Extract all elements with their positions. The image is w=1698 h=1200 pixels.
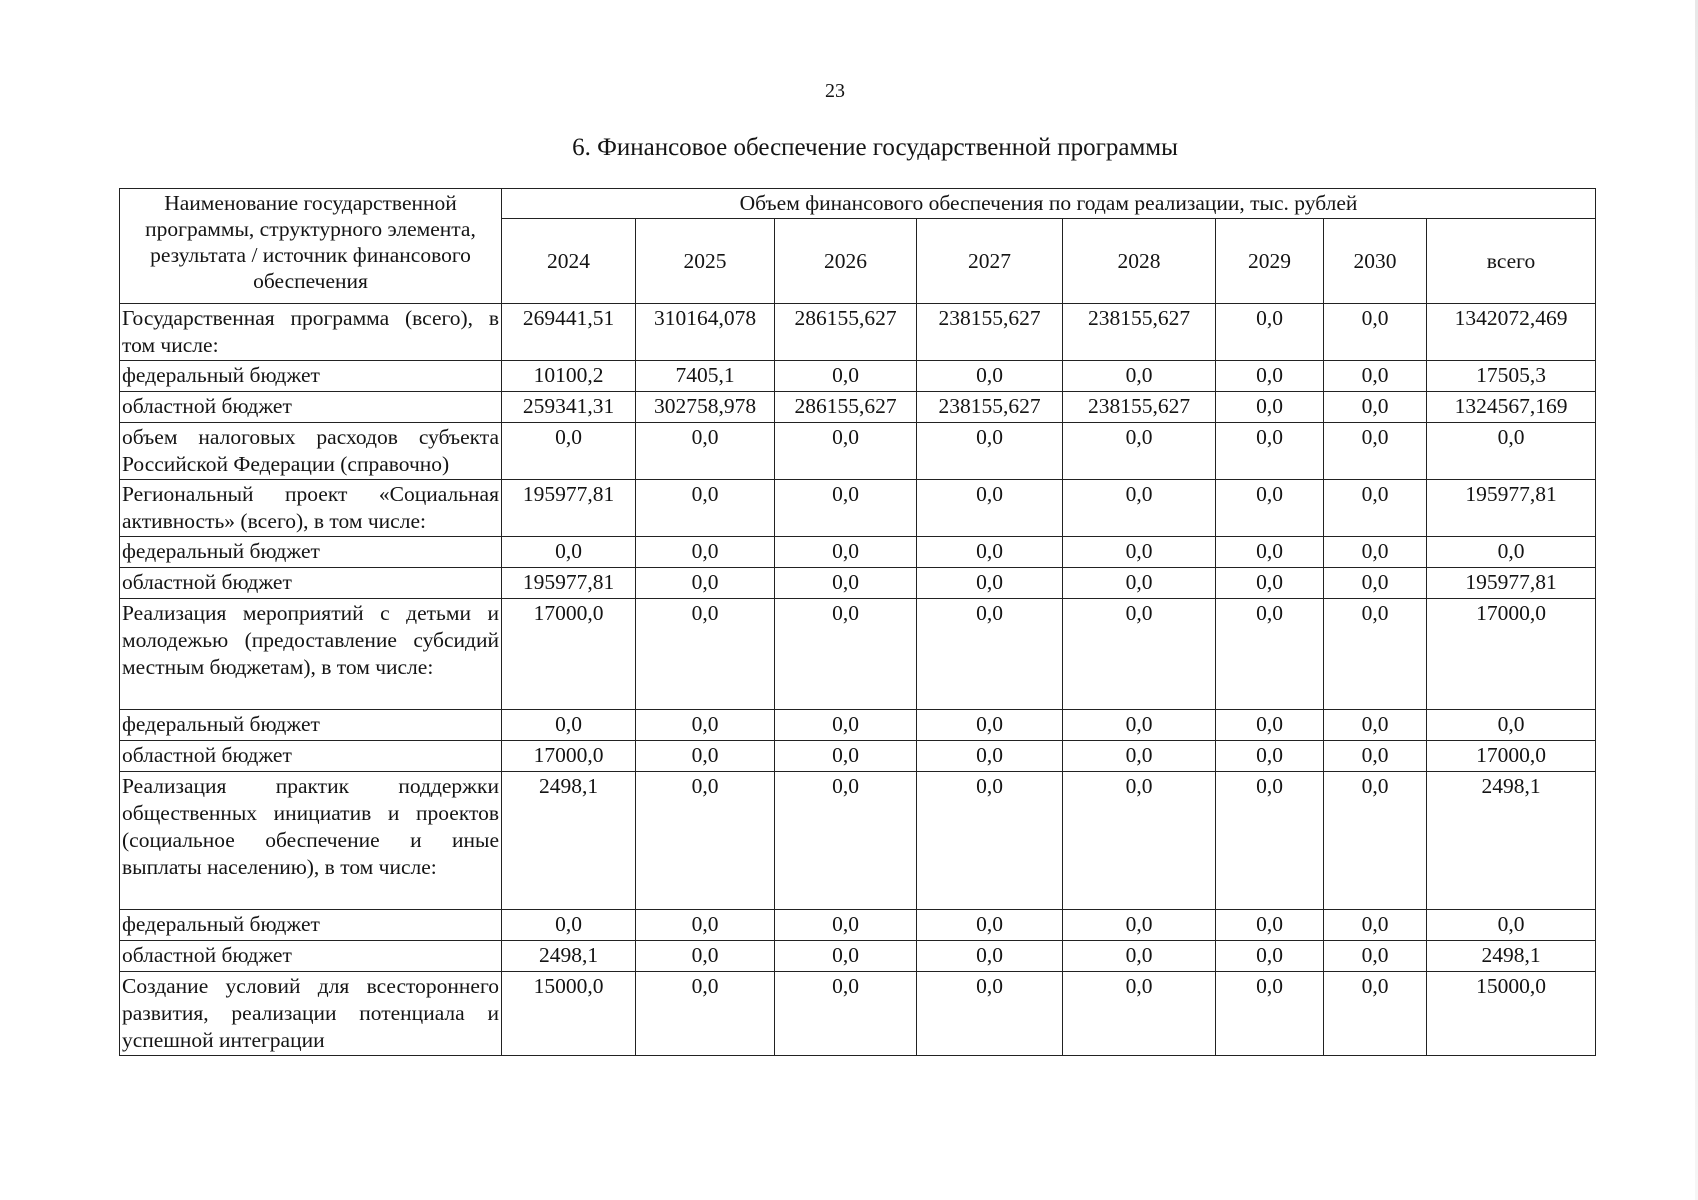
table-row [120, 599, 1596, 710]
cell-2027: 238155,627 [917, 392, 1063, 423]
cell-2030: 0,0 [1324, 537, 1427, 568]
cell-2027: 0,0 [917, 537, 1063, 568]
cell-2029: 0,0 [1216, 480, 1324, 537]
cell-2026: 286155,627 [775, 392, 917, 423]
cell-2028: 0,0 [1063, 772, 1216, 910]
cell-2026: 0,0 [775, 972, 917, 1056]
cell-2025: 0,0 [636, 480, 775, 537]
financing-table [119, 188, 1596, 1056]
cell-2026: 0,0 [775, 423, 917, 480]
cell-2025: 0,0 [636, 772, 775, 910]
cell-total: 2498,1 [1427, 941, 1596, 972]
table-row [120, 710, 1596, 741]
cell-total: 0,0 [1427, 710, 1596, 741]
table-row [120, 361, 1596, 392]
cell-2029: 0,0 [1216, 972, 1324, 1056]
cell-2028: 238155,627 [1063, 392, 1216, 423]
row-name: Создание условий для всестороннего развития, реализации потенциала и успешной интеграции [120, 972, 502, 1056]
row-name: федеральный бюджет [120, 910, 502, 941]
cell-total: 17000,0 [1427, 741, 1596, 772]
cell-2029: 0,0 [1216, 710, 1324, 741]
cell-2024: 0,0 [502, 423, 636, 480]
cell-2024: 0,0 [502, 710, 636, 741]
cell-2027: 0,0 [917, 972, 1063, 1056]
cell-2029: 0,0 [1216, 941, 1324, 972]
cell-2029: 0,0 [1216, 537, 1324, 568]
cell-2025: 0,0 [636, 568, 775, 599]
header-year-2026: 2026 [775, 219, 917, 304]
cell-2030: 0,0 [1324, 599, 1427, 710]
cell-2026: 0,0 [775, 537, 917, 568]
cell-total: 17505,3 [1427, 361, 1596, 392]
cell-2028: 0,0 [1063, 568, 1216, 599]
cell-total: 15000,0 [1427, 972, 1596, 1056]
cell-total: 2498,1 [1427, 772, 1596, 910]
cell-2027: 0,0 [917, 568, 1063, 599]
cell-2024: 0,0 [502, 910, 636, 941]
cell-2028: 0,0 [1063, 423, 1216, 480]
cell-2029: 0,0 [1216, 599, 1324, 710]
cell-2027: 0,0 [917, 941, 1063, 972]
cell-2027: 0,0 [917, 480, 1063, 537]
table-body [120, 304, 1596, 1056]
cell-2024: 195977,81 [502, 480, 636, 537]
table-row [120, 304, 1596, 361]
cell-2027: 238155,627 [917, 304, 1063, 361]
cell-2026: 0,0 [775, 772, 917, 910]
cell-2024: 10100,2 [502, 361, 636, 392]
cell-2028: 0,0 [1063, 941, 1216, 972]
cell-2029: 0,0 [1216, 423, 1324, 480]
cell-2025: 0,0 [636, 972, 775, 1056]
cell-2029: 0,0 [1216, 361, 1324, 392]
cell-2026: 0,0 [775, 710, 917, 741]
table-row [120, 480, 1596, 537]
row-name: Реализация мероприятий с детьми и молодежью (предоставление субсидий местным бюджетам), в том числе: [120, 599, 502, 710]
header-name-column: Наименование государственной программы, структурного элемента, результата / источник финансового обеспечения [120, 189, 502, 304]
cell-2030: 0,0 [1324, 423, 1427, 480]
cell-2025: 0,0 [636, 423, 775, 480]
cell-2026: 0,0 [775, 361, 917, 392]
cell-total: 0,0 [1427, 423, 1596, 480]
cell-2026: 0,0 [775, 941, 917, 972]
cell-2027: 0,0 [917, 361, 1063, 392]
cell-2029: 0,0 [1216, 568, 1324, 599]
cell-2028: 0,0 [1063, 537, 1216, 568]
cell-2027: 0,0 [917, 599, 1063, 710]
cell-2030: 0,0 [1324, 392, 1427, 423]
cell-2027: 0,0 [917, 710, 1063, 741]
row-name: федеральный бюджет [120, 361, 502, 392]
cell-2024: 2498,1 [502, 941, 636, 972]
cell-2028: 0,0 [1063, 910, 1216, 941]
header-year-2029: 2029 [1216, 219, 1324, 304]
cell-2028: 0,0 [1063, 599, 1216, 710]
header-financing-group: Объем финансового обеспечения по годам реализации, тыс. рублей [502, 189, 1596, 219]
cell-2028: 0,0 [1063, 972, 1216, 1056]
cell-2024: 17000,0 [502, 599, 636, 710]
cell-2028: 238155,627 [1063, 304, 1216, 361]
cell-2024: 195977,81 [502, 568, 636, 599]
row-name: Региональный проект «Социальная активность» (всего), в том числе: [120, 480, 502, 537]
cell-2030: 0,0 [1324, 910, 1427, 941]
cell-2026: 0,0 [775, 480, 917, 537]
cell-2025: 310164,078 [636, 304, 775, 361]
cell-2025: 0,0 [636, 941, 775, 972]
cell-2028: 0,0 [1063, 710, 1216, 741]
cell-2024: 0,0 [502, 537, 636, 568]
table-row [120, 741, 1596, 772]
header-year-2028: 2028 [1063, 219, 1216, 304]
header-year-2027: 2027 [917, 219, 1063, 304]
cell-2027: 0,0 [917, 910, 1063, 941]
row-name: Реализация практик поддержки общественных инициатив и проектов (социальное обеспечение и иные выплаты населению), в том числе: [120, 772, 502, 910]
cell-2027: 0,0 [917, 741, 1063, 772]
table-row [120, 392, 1596, 423]
section-title: 6. Финансовое обеспечение государственной программы [572, 134, 1178, 161]
header-year-2024: 2024 [502, 219, 636, 304]
table-row [120, 423, 1596, 480]
cell-2026: 286155,627 [775, 304, 917, 361]
cell-2024: 15000,0 [502, 972, 636, 1056]
row-name: Государственная программа (всего), в том числе: [120, 304, 502, 361]
cell-2025: 0,0 [636, 910, 775, 941]
cell-2030: 0,0 [1324, 480, 1427, 537]
cell-total: 0,0 [1427, 910, 1596, 941]
cell-2030: 0,0 [1324, 361, 1427, 392]
cell-total: 195977,81 [1427, 568, 1596, 599]
cell-2024: 269441,51 [502, 304, 636, 361]
cell-2025: 0,0 [636, 599, 775, 710]
cell-2030: 0,0 [1324, 304, 1427, 361]
cell-2026: 0,0 [775, 910, 917, 941]
cell-2026: 0,0 [775, 599, 917, 710]
table-row [120, 772, 1596, 910]
cell-total: 195977,81 [1427, 480, 1596, 537]
cell-2025: 7405,1 [636, 361, 775, 392]
table-row [120, 537, 1596, 568]
cell-2025: 0,0 [636, 537, 775, 568]
cell-2024: 259341,31 [502, 392, 636, 423]
row-name: областной бюджет [120, 568, 502, 599]
cell-2025: 302758,978 [636, 392, 775, 423]
cell-2029: 0,0 [1216, 772, 1324, 910]
cell-2028: 0,0 [1063, 480, 1216, 537]
table-row [120, 941, 1596, 972]
cell-2030: 0,0 [1324, 941, 1427, 972]
row-name: федеральный бюджет [120, 537, 502, 568]
cell-2027: 0,0 [917, 772, 1063, 910]
header-total: всего [1427, 219, 1596, 304]
table-row [120, 972, 1596, 1056]
cell-2028: 0,0 [1063, 741, 1216, 772]
cell-2025: 0,0 [636, 710, 775, 741]
cell-2027: 0,0 [917, 423, 1063, 480]
table-row [120, 910, 1596, 941]
cell-2024: 17000,0 [502, 741, 636, 772]
row-name: объем налоговых расходов субъекта Российской Федерации (справочно) [120, 423, 502, 480]
page-number: 23 [825, 80, 845, 102]
header-year-2025: 2025 [636, 219, 775, 304]
cell-2028: 0,0 [1063, 361, 1216, 392]
cell-2030: 0,0 [1324, 972, 1427, 1056]
row-name: областной бюджет [120, 741, 502, 772]
cell-2029: 0,0 [1216, 392, 1324, 423]
cell-2030: 0,0 [1324, 741, 1427, 772]
header-year-2030: 2030 [1324, 219, 1427, 304]
cell-2029: 0,0 [1216, 910, 1324, 941]
cell-2024: 2498,1 [502, 772, 636, 910]
row-name: областной бюджет [120, 941, 502, 972]
cell-total: 1342072,469 [1427, 304, 1596, 361]
row-name: областной бюджет [120, 392, 502, 423]
cell-2030: 0,0 [1324, 568, 1427, 599]
row-name: федеральный бюджет [120, 710, 502, 741]
table-header [120, 189, 1596, 304]
cell-total: 1324567,169 [1427, 392, 1596, 423]
cell-2030: 0,0 [1324, 710, 1427, 741]
cell-total: 0,0 [1427, 537, 1596, 568]
cell-2026: 0,0 [775, 568, 917, 599]
cell-2025: 0,0 [636, 741, 775, 772]
table-row [120, 568, 1596, 599]
cell-2029: 0,0 [1216, 304, 1324, 361]
cell-total: 17000,0 [1427, 599, 1596, 710]
cell-2030: 0,0 [1324, 772, 1427, 910]
cell-2026: 0,0 [775, 741, 917, 772]
cell-2029: 0,0 [1216, 741, 1324, 772]
